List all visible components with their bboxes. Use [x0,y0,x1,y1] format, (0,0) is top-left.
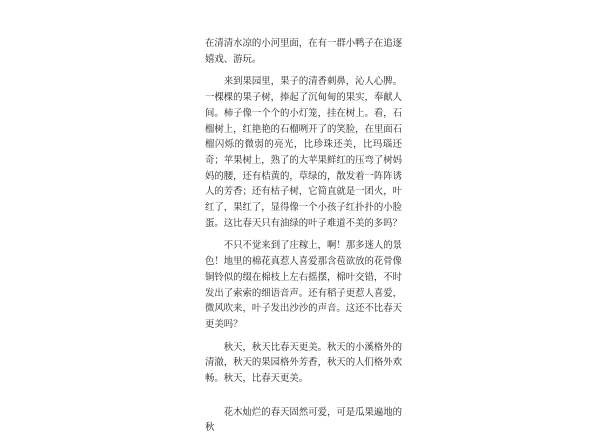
paragraph-spring-vs-autumn: 花木灿烂的春天固然可爱，可是瓜果遍地的秋 [205,406,402,434]
paragraph-river-ducks: 在清清水凉的小河里面，在有一群小鸭子在追逐嬉戏、游玩。 [205,38,402,65]
document-page [205,36,402,443]
paragraph-autumn-summary: 秋天，秋天比春天更美。秋天的小溪格外的清澈，秋天的果园格外芳香，秋天的人们格外欢畅。秋天，比春天更美。 [205,341,402,385]
paragraph-crops: 不只不觉来到了庄稼上，啊！那多迷人的景色！地里的棉花真惹人喜爱那含苞欲放的花骨像铜铃似的缀在棉枝上左右摇摆，棉叶交错，不时发出了索索的细语音声。还有稻子更惹人喜爱，微风吹来，叶子发出沙沙的声音。这还不比春天更美吗？ [205,240,402,330]
paragraph-orchard: 来到果园里，果子的清香刺鼻，沁人心脾。一棵棵的果子树，捧起了沉甸甸的果实，奉献人间。柿子像一个个的小灯笼，挂在树上。看，石榴树上，红艳艳的石榴咧开了的笑脸，在里面石榴闪烁的微弱的亮光，比珍珠还美，比玛瑙还奇；苹果树上，熟了的大苹果鲜红的压弯了树妈妈的腰，还有桔黄的，草绿的，散发着一阵阵诱人的芳香；还有枯子树，它简直就是一团火，叶红了，果红了，显得像一个小孩子红扑扑的小脸蛋。这比春天只有油绿的叶子难道不美的多吗？ [205,76,402,229]
